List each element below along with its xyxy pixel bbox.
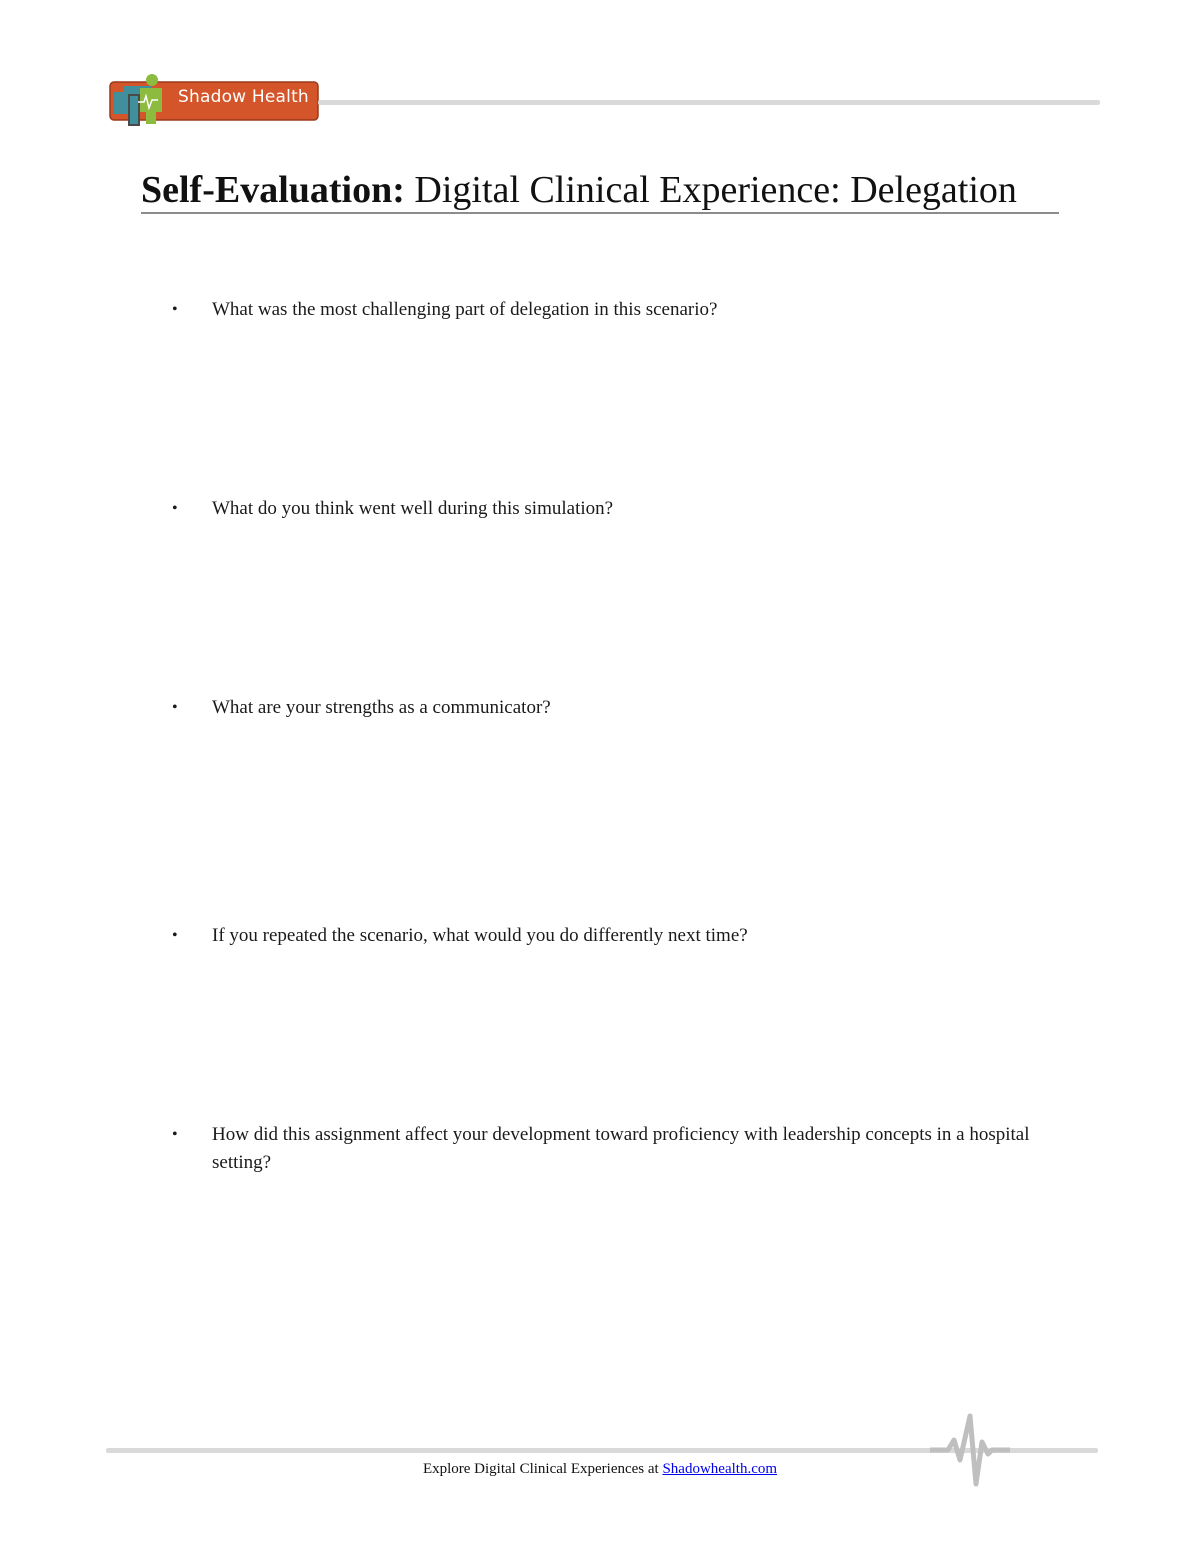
question-item	[172, 495, 1062, 523]
bullet-icon: •	[172, 699, 178, 716]
question-item	[172, 1121, 1062, 1177]
question-text: What do you think went well during this simulation?	[212, 498, 614, 519]
footer-text	[0, 1461, 1200, 1478]
bullet-icon: •	[172, 301, 178, 318]
page-title	[141, 168, 1059, 214]
bullet-icon: •	[172, 1126, 178, 1143]
question-item	[172, 296, 1062, 324]
title-bold: Self-Evaluation:	[141, 169, 405, 211]
bullet-icon: •	[172, 500, 178, 517]
question-text: If you repeated the scenario, what would you do differently next time?	[212, 925, 748, 946]
question-text: What are your strengths as a communicator?	[212, 697, 551, 718]
bullet-icon: •	[172, 927, 178, 944]
shadow-health-logo	[106, 72, 320, 130]
question-text: What was the most challenging part of delegation in this scenario?	[212, 299, 718, 320]
question-text: How did this assignment affect your development toward proficiency with leadership concepts in a hospital setting?	[212, 1124, 1030, 1173]
shadowhealth-link[interactable]: Shadowhealth.com	[662, 1461, 778, 1477]
question-item	[172, 922, 1062, 950]
title-rest: Digital Clinical Experience: Delegation	[414, 169, 1017, 211]
question-item	[172, 694, 1062, 722]
footer-prefix: Explore Digital Clinical Experiences at	[422, 1461, 659, 1477]
logo-text: Shadow Health	[178, 87, 309, 107]
header-rule	[318, 100, 1100, 105]
